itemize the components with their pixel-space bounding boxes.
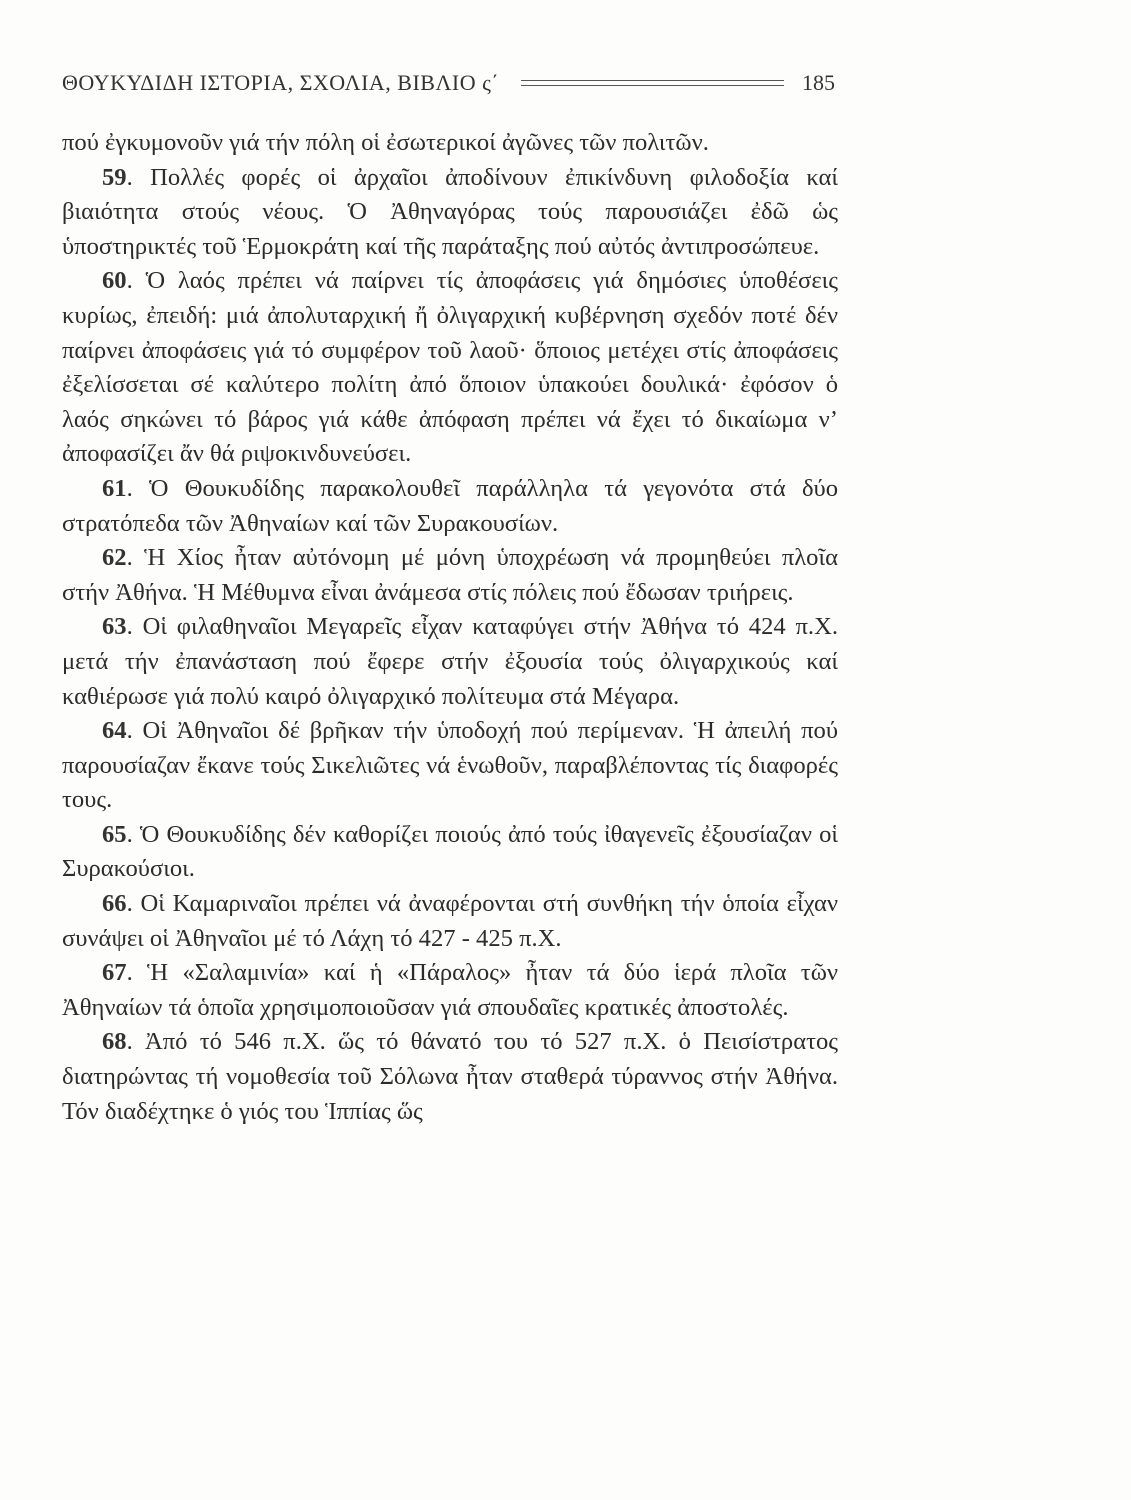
note-65: 65. Ὁ Θουκυδίδης δέν καθορίζει ποιούς ἀπό τούς ἰθαγενεῖς ἐξουσίαζαν οἱ Συρακούσιοι. bbox=[62, 820, 838, 883]
note-68: 68. Ἀπό τό 546 π.Χ. ὥς τό θάνατό του τό 527 π.Χ. ὁ Πεισίστρατος διατηρώντας τή νομοθεσία τοῦ Σόλωνα ἦταν σταθερά τύραννος στήν Ἀθήνα. Τόν διαδέχτηκε ὁ γιός του Ἱππίας ὥς bbox=[62, 1028, 838, 1125]
note-63: 63. Οἱ φιλαθηναῖοι Μεγαρεῖς εἶχαν καταφύγει στήν Ἀθήνα τό 424 π.Χ. μετά τήν ἐπανάσταση πού ἔφερε στήν ἐξουσία τούς ὀλιγαρχικούς καί καθιέρωσε γιά πολύ καιρό ὀλιγαρχικό πολίτευμα στά Μέγαρα. bbox=[62, 613, 838, 710]
note-number: 63 bbox=[102, 613, 127, 641]
note-number: 59 bbox=[102, 163, 127, 191]
note-text: Ἀπό τό 546 π.Χ. ὥς τό θάνατό του τό 527 π.Χ. ὁ Πεισίστρατος διατηρώντας τή νομοθεσία τοῦ Σόλωνα ἦταν σταθερά τύραννος στήν Ἀθήνα. Τόν διαδέχτηκε ὁ γιός του Ἱππίας ὥς bbox=[62, 1028, 838, 1125]
note-number: 62 bbox=[102, 544, 127, 572]
page-number: 185 bbox=[802, 70, 835, 95]
note-59: 59. Πολλές φορές οἱ ἀρχαῖοι ἀποδίνουν ἐπικίνδυνη φιλοδοξία καί βιαιότητα στούς νέους. Ὁ Ἀθηναγόρας τούς παρουσιάζει ἐδῶ ὡς ὑποστηρικτές τοῦ Ἑρμοκράτη καί τῆς παράταξης πού αὐτός ἀντιπροσώπευε. bbox=[62, 163, 838, 260]
note-number: 64 bbox=[102, 717, 127, 745]
note-text: Ὁ λαός πρέπει νά παίρνει τίς ἀποφάσεις γιά δημόσιες ὑποθέσεις κυρίως, ἐπειδή: μιά ἀπολυταρχική ἤ ὀλιγαρχική κυβέρνηση σχεδόν ποτέ δέν παίρνει ἀποφάσεις γιά τό συμφέρον τοῦ λαοῦ· ὅποιος μετέχει στίς ἀποφάσεις ἐξελίσσεται σέ καλύτερο πολίτη ἀπό ὅποιον ὑπακούει δουλικά· ἐφόσον ὁ λαός σηκώνει τό βάρος γιά κάθε ἀπόφαση πρέπει νά ἔχει τό δικαίωμα ν’ ἀποφασίζει ἄν θά ριψοκινδυνεύσει. bbox=[62, 267, 838, 468]
running-head bbox=[62, 66, 835, 100]
note-text: Ἡ Χίος ἦταν αὐτόνομη μέ μόνη ὑποχρέωση νά προμηθεύει πλοῖα στήν Ἀθήνα. Ἡ Μέθυμνα εἶναι ἀνάμεσα στίς πόλεις πού ἔδωσαν τριήρεις. bbox=[62, 544, 838, 606]
note-number: 67 bbox=[102, 959, 127, 987]
note-text: Οἱ Καμαριναῖοι πρέπει νά ἀναφέρονται στή συνθήκη τήν ὁποία εἶχαν συνάψει οἱ Ἀθηναῖοι μέ τό Λάχη τό 427 - 425 π.Χ. bbox=[62, 890, 839, 952]
note-text: Πολλές φορές οἱ ἀρχαῖοι ἀποδίνουν ἐπικίνδυνη φιλοδοξία καί βιαιότητα στούς νέους. Ὁ Ἀθηναγόρας τούς παρουσιάζει ἐδῶ ὡς ὑποστηρικτές τοῦ Ἑρμοκράτη καί τῆς παράταξης πού αὐτός ἀντιπροσώπευε. bbox=[62, 163, 838, 260]
note-text: Ὁ Θουκυδίδης δέν καθορίζει ποιούς ἀπό τούς ἰθαγενεῖς ἐξουσίαζαν οἱ Συρακούσιοι. bbox=[62, 820, 838, 883]
note-67: 67. Ἡ «Σαλαμινία» καί ἡ «Πάραλος» ἦταν τά δύο ἱερά πλοῖα τῶν Ἀθηναίων τά ὁποῖα χρησιμοποιοῦσαν γιά σπουδαῖες κρατικές ἀποστολές. bbox=[62, 959, 838, 1021]
note-text: Οἱ Ἀθηναῖοι δέ βρῆκαν τήν ὑποδοχή πού περίμεναν. Ἡ ἀπειλή πού παρουσίαζαν ἔκανε τούς Σικελιῶτες νά ἑνωθοῦν, παραβλέποντας τίς διαφορές τους. bbox=[62, 717, 838, 814]
note-64: 64. Οἱ Ἀθηναῖοι δέ βρῆκαν τήν ὑποδοχή πού περίμεναν. Ἡ ἀπειλή πού παρουσίαζαν ἔκανε τούς Σικελιῶτες νά ἑνωθοῦν, παραβλέποντας τίς διαφορές τους. bbox=[62, 717, 838, 814]
note-number: 65 bbox=[102, 820, 127, 848]
notes-text bbox=[62, 126, 838, 1129]
note-62: 62. Ἡ Χίος ἦταν αὐτόνομη μέ μόνη ὑποχρέωση νά προμηθεύει πλοῖα στήν Ἀθήνα. Ἡ Μέθυμνα εἶναι ἀνάμεσα στίς πόλεις πού ἔδωσαν τριήρεις. bbox=[62, 544, 838, 606]
note-number: 61 bbox=[102, 474, 127, 502]
note-number: 66 bbox=[102, 890, 127, 918]
running-title: ΘΟΥΚΥΔΙΔΗ ΙΣΤΟΡΙΑ, ΣΧΟΛΙΑ, ΒΙΒΛΙΟ ς΄ bbox=[62, 70, 500, 95]
note-66: 66. Οἱ Καμαριναῖοι πρέπει νά ἀναφέρονται στή συνθήκη τήν ὁποία εἶχαν συνάψει οἱ Ἀθηναῖοι μέ τό Λάχη τό 427 - 425 π.Χ. bbox=[62, 890, 839, 952]
note-number: 60 bbox=[102, 267, 127, 295]
note-text: Ἡ «Σαλαμινία» καί ἡ «Πάραλος» ἦταν τά δύο ἱερά πλοῖα τῶν Ἀθηναίων τά ὁποῖα χρησιμοποιοῦσαν γιά σπουδαῖες κρατικές ἀποστολές. bbox=[62, 959, 838, 1021]
note-number: 68 bbox=[102, 1028, 127, 1056]
note-text: Ὁ Θουκυδίδης παρακολουθεῖ παράλληλα τά γεγονότα στά δύο στρατόπεδα τῶν Ἀθηναίων καί τῶν Συρακουσίων. bbox=[62, 474, 839, 537]
note-60: 60. Ὁ λαός πρέπει νά παίρνει τίς ἀποφάσεις γιά δημόσιες ὑποθέσεις κυρίως, ἐπειδή: μιά ἀπολυταρχική ἤ ὀλιγαρχική κυβέρνηση σχεδόν ποτέ δέν παίρνει ἀποφάσεις γιά τό συμφέρον τοῦ λαοῦ· ὅποιος μετέχει στίς ἀποφάσεις ἐξελίσσεται σέ καλύτερο πολίτη ἀπό ὅποιον ὑπακούει δουλικά· ἐφόσον ὁ λαός σηκώνει τό βάρος γιά κάθε ἀπόφαση πρέπει νά ἔχει τό δικαίωμα ν’ ἀποφασίζει ἄν θά ριψοκινδυνεύσει. bbox=[62, 267, 838, 468]
header-double-rule bbox=[521, 80, 784, 86]
note-61: 61. Ὁ Θουκυδίδης παρακολουθεῖ παράλληλα τά γεγονότα στά δύο στρατόπεδα τῶν Ἀθηναίων καί τῶν Συρακουσίων. bbox=[62, 474, 839, 537]
continuation-paragraph: πού ἐγκυμονοῦν γιά τήν πόλη οἱ ἐσωτερικοί ἀγῶνες τῶν πολιτῶν. bbox=[62, 129, 709, 156]
note-text: Οἱ φιλαθηναῖοι Μεγαρεῖς εἶχαν καταφύγει στήν Ἀθήνα τό 424 π.Χ. μετά τήν ἐπανάσταση πού ἔφερε στήν ἐξουσία τούς ὀλιγαρχικούς καί καθιέρωσε γιά πολύ καιρό ὀλιγαρχικό πολίτευμα στά Μέγαρα. bbox=[62, 613, 838, 710]
